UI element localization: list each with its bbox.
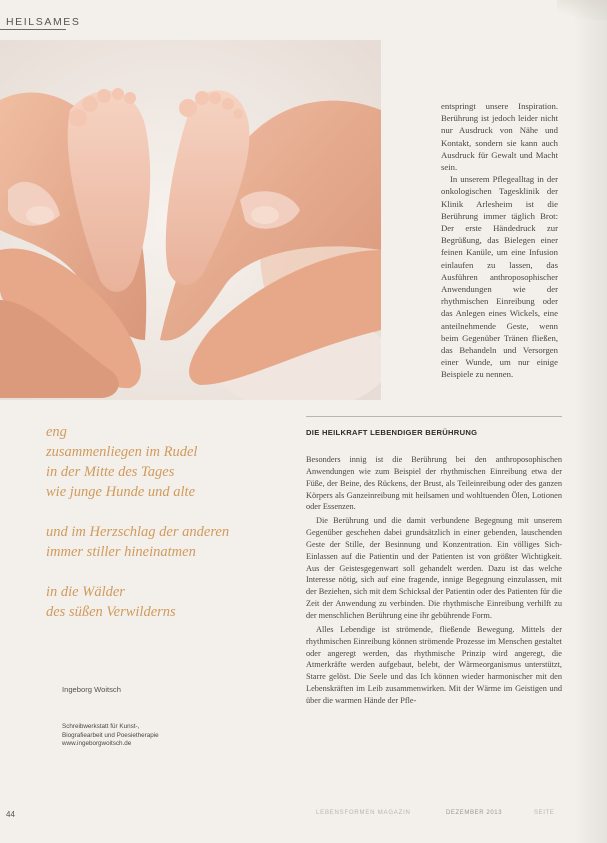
body-paragraph: Besonders innig ist die Berührung bei den anthroposophischen Anwendungen wie zum Beispiel der rhythmischen Einreibung etwa der Füße, der Beine, des Rückens, der Brust, als Teileinreibung oder des ganzen Körpers als Ganzeinreibung mit heilsamen und wohltuenden Ölen, Lotionen oder Essenzen. [306, 455, 562, 512]
poem-line: in der Mitte des Tages [46, 464, 175, 480]
body-paragraph: Die Berührung und die damit verbundene Begegnung mit unserem Gegenüber geschehen dabei grundsätzlich in einer gebenden, lauschenden Geste der Stille, der Besinnung und Konzentration. Ein völliges Sich-Einlassen auf die Patientin und der Patienten ist von größter Wichtigkeit. Aus der Geistesgegenwart soll gehandelt werden. Dazu ist das welche Interesse nötig, sich auf eine fragende, innige Begegnung einzulassen, mit der Beziehen, sich mit dem Schicksal der Patientin oder des Patienten für die Zeit der Anwendung zu verbinden. Die rhythmische Einreibung verhilft zu der menschlichen Berührung eine ihr gebührende Form. [306, 516, 562, 620]
section-header: HEILSAMES [6, 16, 81, 28]
body-text [306, 454, 562, 709]
page-number: 44 [6, 810, 15, 819]
intro-paragraph: In unserem Pflegealltag in der onkologischen Tagesklinik der Klinik Arlesheim ist die Berührung immer täglich Brot: Der erste Händedruck zur Begrüßung, das Bielegen einer feinen Kanüle, um eine Infusion einlaufen zu lassen, das Ausführen anthroposophischer Anwendungen wie der rhythmischen Einreibung oder das Anlegen eines Wickels, eine anteilnehmende Geste, wenn beim Gegenüber Tränen fließen, das Behandeln und Versorgen einer Wunde, um nur einige Beispiele zu nennen. [441, 174, 558, 380]
poem-line: zusammenliegen im Rudel [46, 444, 198, 460]
poem-line: eng [46, 424, 67, 440]
title-rule [306, 416, 562, 417]
bio-line: Schreibwerkstatt für Kunst-, [62, 723, 140, 730]
bio-line: Biografiearbeit und Poesietherapie [62, 731, 159, 739]
page-fold [557, 0, 607, 20]
poem-line: in die Wälder [46, 584, 125, 600]
footer-magazine: LEBENSFORMEN MAGAZIN [316, 810, 411, 816]
footer-label: SEITE [534, 810, 555, 816]
author-website: www.ingeborgwoitsch.de [62, 740, 132, 748]
poem-line: des süßen Verwilderns [46, 604, 176, 620]
poem-author: Ingeborg Woitsch [62, 685, 121, 694]
page-edge-shadow [573, 0, 607, 843]
poem-stanza [46, 582, 286, 622]
author-bio [62, 723, 202, 749]
intro-text [441, 100, 558, 381]
footer-issue: DEZEMBER 2013 [446, 810, 503, 816]
poem-line: immer stiller hineinatmen [46, 544, 196, 560]
header-rule [0, 29, 66, 30]
poem [46, 422, 286, 642]
body-paragraph: Alles Lebendige ist strömende, fließende Bewegung. Mittels der rhythmischen Einreibung können strömende Prozesse im Menschen gestaltet oder angeregt werden, das rhythmische Prinzip wird angeregt, die Atmerkräfte werden aufgebaut, belebt, der Wärmeorganismus unterstützt, Starre gelöst. Die Seele und das Ich können wieder harmonischer mit den Lebenskräften im Leib zusammenwirken. Mit der Wärme im Geistigen und über die warmen Hände der Pfle- [306, 624, 562, 705]
poem-line: wie junge Hunde und alte [46, 484, 196, 500]
poem-stanza [46, 522, 286, 562]
section-title: DIE HEILKRAFT LEBENDIGER BERÜHRUNG [306, 428, 478, 437]
baby-feet-hands-photo [0, 40, 381, 400]
poem-line: und im Herzschlag der anderen [46, 524, 230, 540]
photo-illustration [0, 40, 381, 400]
poem-stanza [46, 422, 286, 502]
intro-paragraph: entspringt unsere Inspiration. Berührung ist jedoch leider nicht nur Ausdruck von Nähe und Kontakt, sondern sie kann auch Ausdruck für Gewalt und Macht sein. [441, 101, 558, 173]
